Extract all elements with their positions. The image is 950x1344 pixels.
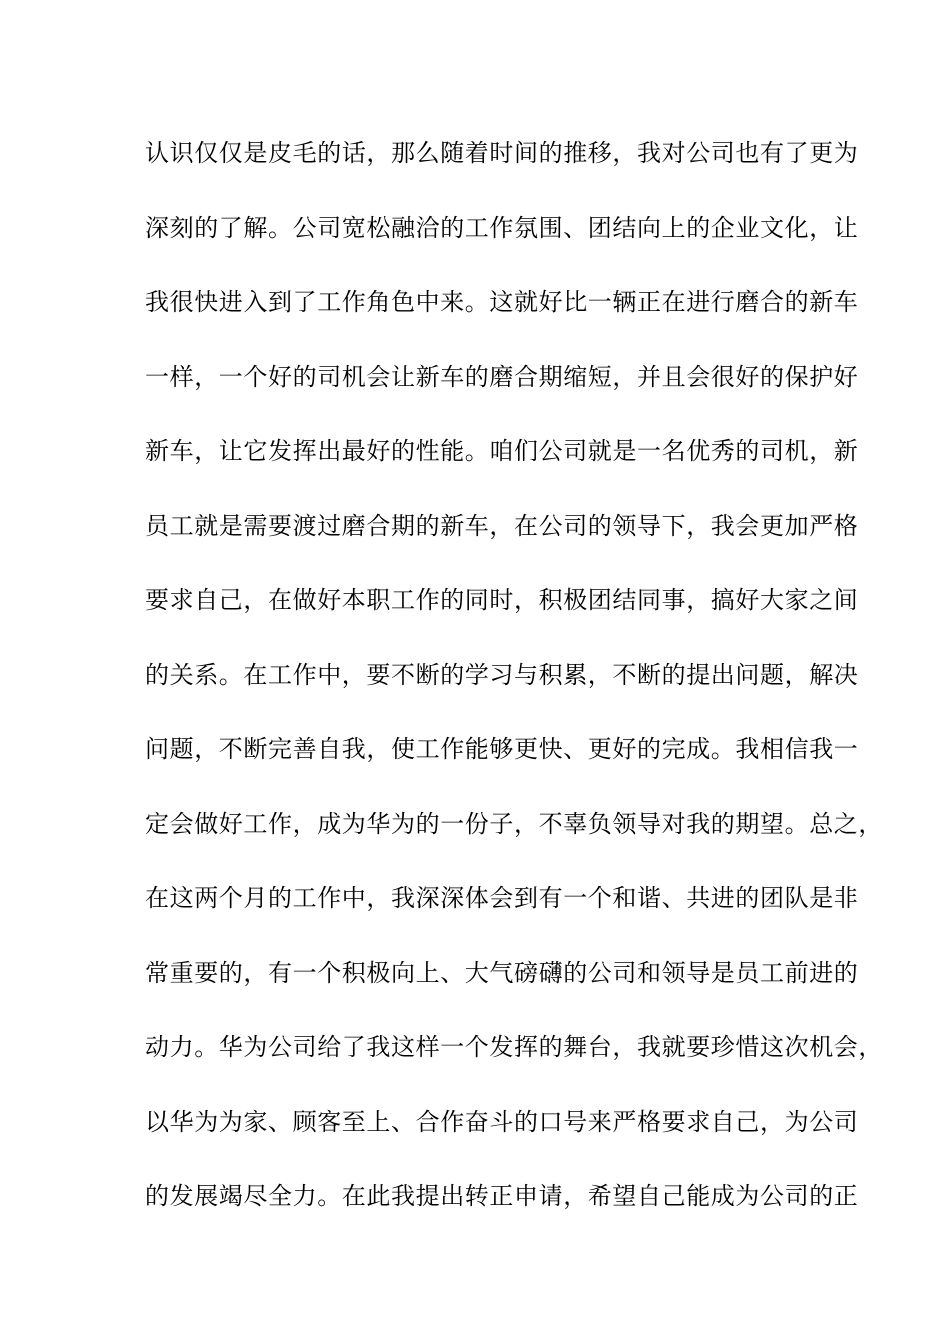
text-line: 要求自己，在做好本职工作的同时，积极团结同事，搞好大家之间 xyxy=(145,586,859,614)
text-line: 我很快进入到了工作角色中来。这就好比一辆正在进行磨合的新车 xyxy=(145,288,859,316)
text-line: 新车，让它发挥出最好的性能。咱们公司就是一名优秀的司机，新 xyxy=(145,437,859,465)
text-line: 动力。华为公司给了我这样一个发挥的舞台，我就要珍惜这次机会， xyxy=(145,1033,883,1061)
text-line: 认识仅仅是皮毛的话，那么随着时间的推移，我对公司也有了更为 xyxy=(145,139,859,167)
text-line: 的关系。在工作中，要不断的学习与积累，不断的提出问题，解决 xyxy=(145,660,859,689)
text-line: 定会做好工作，成为华为的一份子，不辜负领导对我的期望。总之， xyxy=(145,809,883,838)
text-line: 问题，不断完善自我，使工作能够更快、更好的完成。我相信我一 xyxy=(145,735,859,763)
text-line: 一样，一个好的司机会让新车的磨合期缩短，并且会很好的保护好 xyxy=(145,362,859,391)
text-line: 深刻的了解。公司宽松融洽的工作氛围、团结向上的企业文化，让 xyxy=(145,213,859,242)
text-line: 常重要的，有一个积极向上、大气磅礴的公司和领导是员工前进的 xyxy=(145,958,859,987)
text-line: 在这两个月的工作中，我深深体会到有一个和谐、共进的团队是非 xyxy=(145,884,859,912)
text-line: 员工就是需要渡过磨合期的新车，在公司的领导下，我会更加严格 xyxy=(145,511,859,540)
body-text xyxy=(145,131,883,1249)
text-line: 的发展竭尽全力。在此我提出转正申请，希望自己能成为公司的正 xyxy=(145,1182,859,1210)
text-line: 以华为为家、顾客至上、合作奋斗的口号来严格要求自己，为公司 xyxy=(145,1107,859,1136)
